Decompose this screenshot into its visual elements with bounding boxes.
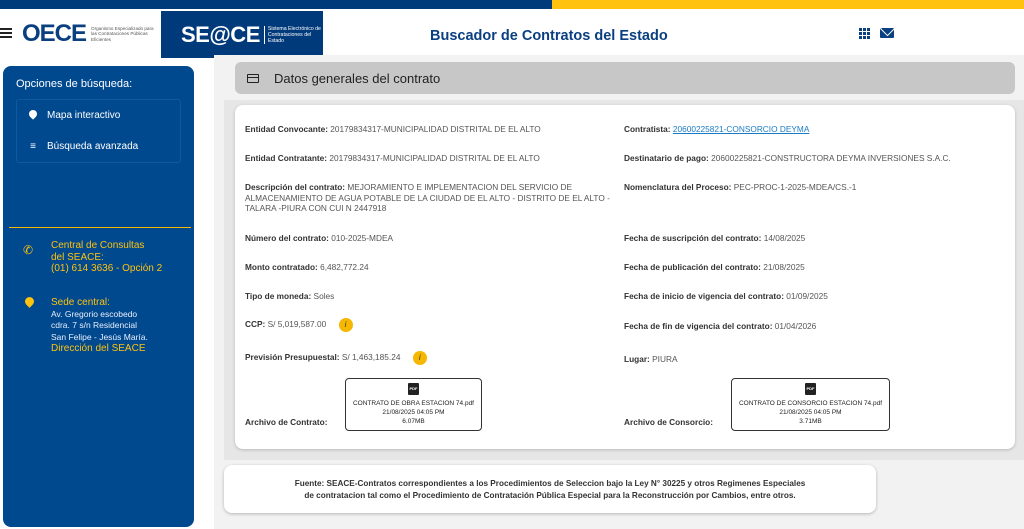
contract-pdf-download[interactable] (345, 378, 482, 431)
advanced-search-icon: ≡ (30, 141, 36, 152)
field-nomenclatura: Nomenclatura del Proceso: PEC-PROC-1-2025-MDEA/CS.-1 (624, 182, 857, 192)
sidebar-title: Opciones de búsqueda: (16, 78, 133, 90)
hq-address-2: cdra. 7 s/n Residencial (51, 320, 137, 330)
field-contratista: Contratista: 20600225821-CONSORCIO DEYMA (624, 124, 810, 134)
field-numero-contrato: Número del contrato: 010-2025-MDEA (245, 233, 394, 243)
pdf-icon: PDF (805, 383, 816, 395)
sidebar-item-busqueda-avanzada[interactable] (27, 141, 138, 152)
sidebar-options-box (16, 99, 181, 163)
source-note-line1: Fuente: SEACE-Contratos correspondientes a los Procedimientos de Seleccion bajo la Ley N° 30225 y otros Regimenes Especiales (294, 479, 806, 488)
top-stripe (0, 0, 1024, 9)
field-lugar: Lugar: PIURA (624, 354, 678, 364)
contact-line2: del SEACE: (51, 251, 104, 263)
sidebar (3, 66, 194, 527)
oece-subtitle: Organismo Especializado para las Contrataciones Públicas Eficientes (91, 25, 154, 42)
source-note-line2: de contratacion tal como el Procedimiento de Contratación Pública Especial para la Reconstrucción por Cambios, entre otros. (304, 491, 796, 500)
contratista-link[interactable]: 20600225821-CONSORCIO DEYMA (672, 124, 810, 134)
headquarters (51, 297, 148, 355)
file-date: 21/08/2025 04:05 PM (382, 409, 445, 416)
section-title: Datos generales del contrato (274, 70, 441, 86)
archivo-contrato-label: Archivo de Contrato: (245, 417, 328, 427)
contact-center (51, 240, 162, 275)
consortium-pdf-download[interactable] (731, 378, 890, 431)
file-size: 3.71MB (799, 418, 822, 425)
hq-address-3: San Felipe - Jesús María. (51, 331, 148, 342)
file-name: CONTRATO DE OBRA ESTACION 74.pdf (352, 400, 474, 407)
field-fecha-suscripcion: Fecha de suscripción del contrato: 14/08/2025 (624, 233, 806, 243)
section-header (235, 62, 1015, 94)
hq-address-1: Av. Gregorio escobedo (51, 308, 138, 319)
seace-brand: SE@CE (181, 21, 260, 47)
phone-icon: ✆ (23, 243, 34, 257)
sidebar-item-label: Mapa interactivo (47, 110, 121, 121)
sidebar-item-label: Búsqueda avanzada (47, 141, 139, 152)
menu-icon[interactable] (0, 28, 12, 40)
field-fecha-publicacion: Fecha de publicación del contrato: 21/08/2025 (624, 262, 805, 272)
info-icon[interactable]: i (339, 318, 353, 332)
credit-card-icon (247, 74, 259, 83)
file-name: CONTRATO DE CONSORCIO ESTACION 74.pdf (738, 400, 883, 407)
hq-title: Sede central: (51, 297, 110, 308)
sidebar-divider (9, 227, 191, 228)
top-stripe-blue (0, 0, 552, 9)
field-entidad-contratante: Entidad Contratante: 20179834317-MUNICIPALIDAD DISTRITAL DE EL ALTO (245, 153, 540, 163)
seace-subtitle: Sistema Electrónico de Contrataciones del Estado (264, 26, 323, 44)
seace-logo[interactable] (161, 11, 323, 58)
contact-phone: (01) 614 3636 - Opción 2 (51, 263, 163, 274)
field-destinatario: Destinatario de pago: 20600225821-CONSTRUCTORA DEYMA INVERSIONES S.A.C. (624, 153, 951, 163)
hq-org: Dirección del SEACE (51, 343, 146, 354)
field-moneda: Tipo de moneda: Soles (245, 291, 335, 301)
page-title: Buscador de Contratos del Estado (430, 28, 668, 44)
oece-logo[interactable] (22, 16, 156, 52)
field-fecha-fin: Fecha de fin de vigencia del contrato: 01/04/2026 (624, 321, 817, 331)
oece-brand: OECE (22, 20, 87, 47)
archivo-consorcio-label: Archivo de Consorcio: (624, 417, 713, 427)
mail-icon[interactable] (880, 28, 894, 38)
location-pin-icon (23, 295, 36, 308)
pdf-icon: PDF (408, 383, 419, 395)
field-prevision: Previsión Presupuestal: S/ 1,463,185.24 i (245, 351, 427, 365)
source-note (224, 465, 876, 513)
field-entidad-convocante: Entidad Convocante: 20179834317-MUNICIPALIDAD DISTRITAL DE EL ALTO (245, 124, 541, 134)
apps-grid-icon[interactable] (859, 28, 870, 39)
location-pin-icon (27, 110, 39, 121)
field-monto: Monto contratado: 6,482,772.24 (245, 262, 369, 272)
info-icon[interactable]: i (413, 351, 427, 365)
file-date: 21/08/2025 04:05 PM (779, 409, 842, 416)
field-fecha-inicio: Fecha de inicio de vigencia del contrato: 01/09/2025 (624, 291, 828, 301)
field-descripcion: Descripción del contrato: MEJORAMIENTO E IMPLEMENTACION DEL SERVICIO DE ALMACENAMIENTO DE AGUA POTABLE DE LA CIUDAD DE EL ALTO - DISTRITO DE EL ALTO - TALARA -PIURA CON CUI N 2447918 (245, 182, 610, 213)
field-ccp: CCP: S/ 5,019,587.00 i (245, 318, 353, 332)
contact-line1: Central de Consultas (51, 240, 145, 251)
sidebar-item-mapa-interactivo[interactable] (27, 110, 120, 121)
file-size: 6.07MB (402, 418, 425, 425)
